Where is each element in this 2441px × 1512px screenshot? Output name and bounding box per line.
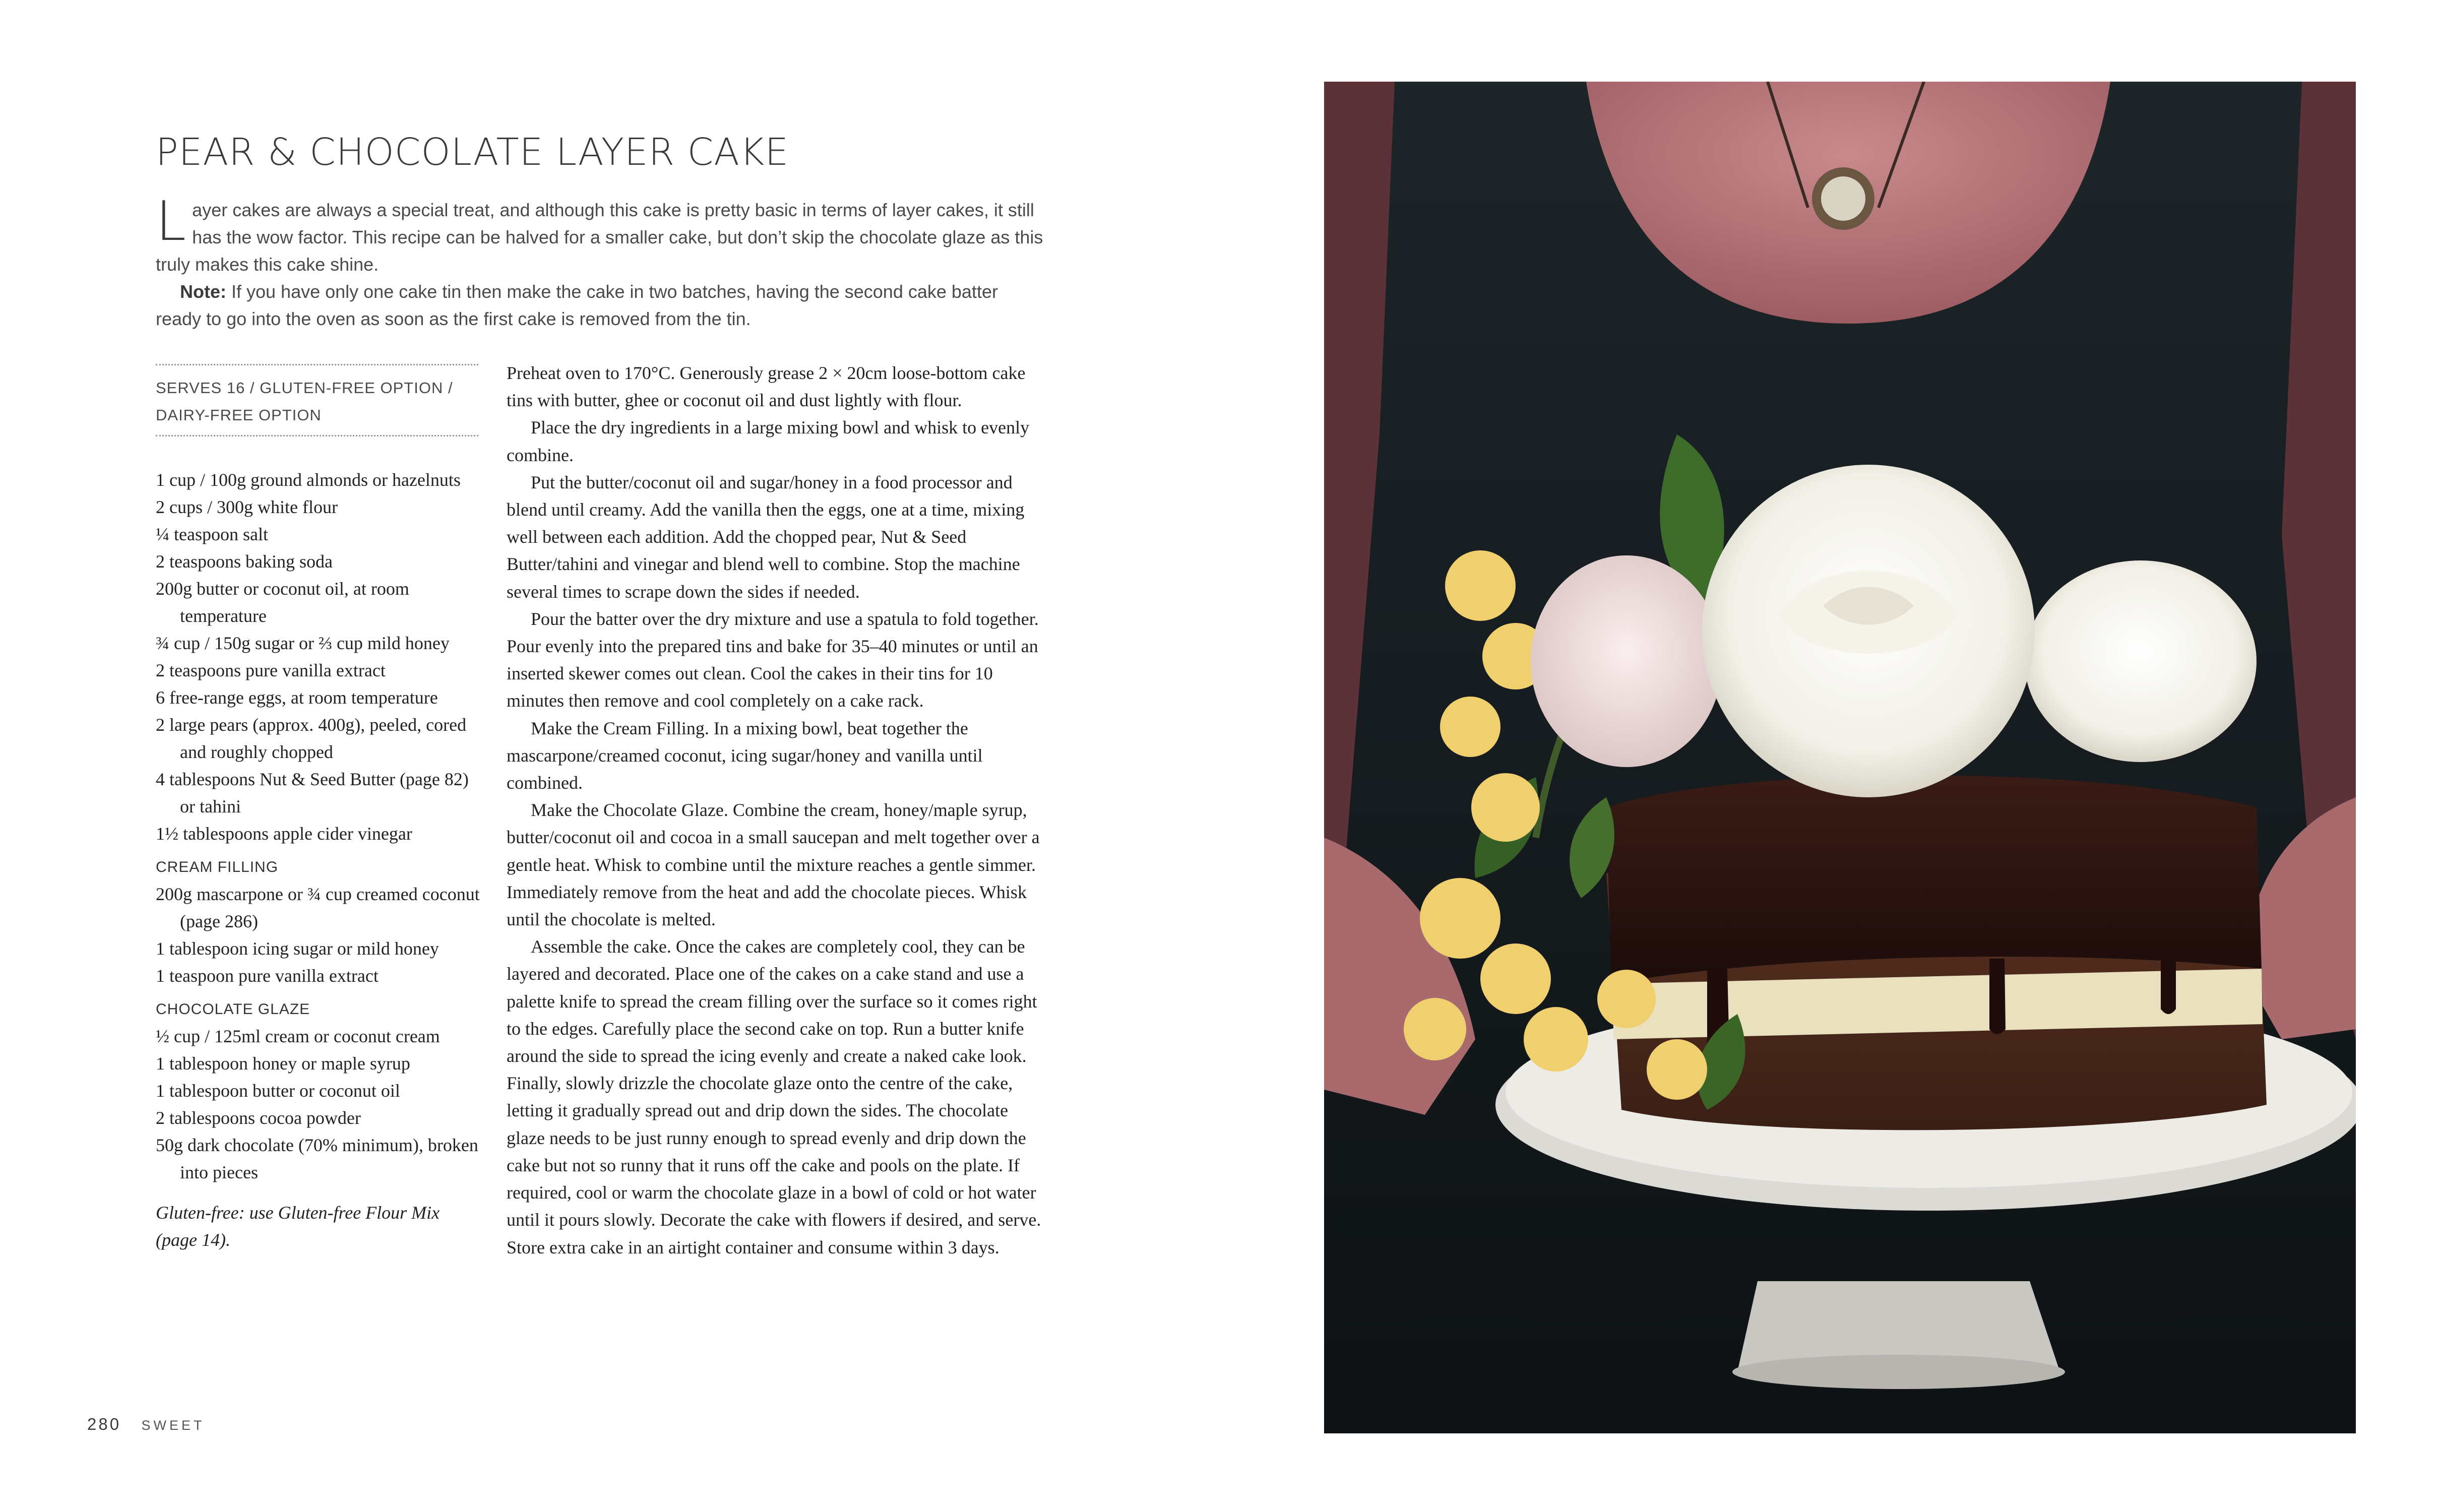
method-steps [507, 359, 1048, 1261]
ingredients-list [156, 466, 483, 1253]
method-paragraph: Assemble the cake. Once the cakes are completely cool, they can be layered and decorated. Place one of the cakes on a cake stand and use a palette knife to spread the cream filling over the surface so it comes right to the edges. Carefully place the second cake on top. Run a butter knife around the side to spread the icing evenly and create a naked cake look. Finally, slowly drizzle the chocolate glaze onto the centre of the cake, letting it gradually spread out and drip down the sides. The chocolate glaze needs to be just runny enough to spread evenly and drip down the cake but not so runny that it runs off the cake and pools on the plate. If required, cool or warm the chocolate glaze in a bowl of cold or hot water until it pours slowly. Decorate the cake with flowers if desired, and serve. Store extra cake in an airtight container and consume within 3 days. [507, 936, 1041, 1257]
ingredient-item: 1 cup / 100g ground almonds or hazelnuts [156, 470, 461, 490]
ingredient-item: 1 tablespoon icing sugar or mild honey [156, 938, 439, 959]
cream-ingredients [156, 880, 483, 989]
method-paragraph: Make the Chocolate Glaze. Combine the cream, honey/maple syrup, butter/coconut oil and cocoa in a small saucepan and melt together over a gentle heat. Whisk to combine until the mixture reaches a gentle simmer. Immediately remove from the heat and add the chocolate pieces. Whisk until the chocolate is melted. [507, 800, 1040, 930]
page-footer [87, 1415, 205, 1434]
section-name: SWEET [141, 1418, 205, 1433]
page-number: 280 [87, 1415, 121, 1433]
method-paragraph: Make the Cream Filling. In a mixing bowl, beat together the mascarpone/creamed coconut, icing sugar/honey and vanilla until combined. [507, 718, 983, 793]
gluten-free-note: Gluten-free: use Gluten-free Flour Mix (page 14). [156, 1203, 440, 1250]
chocolate-glaze-heading: CHOCOLATE GLAZE [156, 1001, 310, 1018]
ingredient-item: ¼ teaspoon salt [156, 524, 268, 544]
main-ingredients [156, 466, 483, 847]
recipe-title: PEAR & CHOCOLATE LAYER CAKE [156, 131, 789, 174]
intro-paragraph [156, 190, 1048, 278]
ingredient-item: 50g dark chocolate (70% minimum), broken into pieces [156, 1135, 478, 1182]
ingredient-item: 6 free-range eggs, at room temperature [156, 687, 438, 708]
cake-photo-illustration [1324, 82, 2356, 1433]
method-paragraph: Place the dry ingredients in a large mixing bowl and whisk to evenly combine. [507, 417, 1030, 465]
ingredient-item: 1 tablespoon butter or coconut oil [156, 1081, 400, 1101]
note-label: Note: [180, 281, 226, 302]
recipe-intro [156, 190, 1048, 333]
ingredient-item: 2 large pears (approx. 400g), peeled, cored and roughly chopped [156, 715, 467, 762]
ingredient-item: 2 cups / 300g white flour [156, 497, 338, 517]
intro-text: ayer cakes are always a special treat, and although this cake is pretty basic in terms of layer cakes, it still has the wow factor. This recipe can be halved for a smaller cake, but don’t skip the chocolate glaze as this truly makes this cake shine. [156, 200, 1043, 275]
ingredient-item: 200g butter or coconut oil, at room temperature [156, 579, 409, 626]
cake-photo [1324, 82, 2356, 1433]
intro-note [156, 278, 1048, 333]
cream-filling-heading: CREAM FILLING [156, 859, 279, 875]
method-paragraph: Pour the batter over the dry mixture and use a spatula to fold together. Pour evenly into the prepared tins and bake for 35–40 minutes or until an inserted skewer comes out clean. Cool the cakes in their tins for 10 minutes then remove and cool completely on a cake rack. [507, 608, 1039, 711]
ingredient-item: 1 tablespoon honey or maple syrup [156, 1053, 410, 1074]
ingredient-item: 4 tablespoons Nut & Seed Butter (page 82) or tahini [156, 769, 469, 816]
ingredient-item: 1 teaspoon pure vanilla extract [156, 966, 379, 986]
serves-info: SERVES 16 / GLUTEN-FREE OPTION / DAIRY-FREE OPTION [156, 364, 478, 436]
ingredient-item: 1½ tablespoons apple cider vinegar [156, 824, 412, 844]
drop-cap: L [156, 190, 186, 253]
ingredient-item: ¾ cup / 150g sugar or ⅔ cup mild honey [156, 633, 450, 653]
note-text: If you have only one cake tin then make the cake in two batches, having the second cake batter ready to go into the oven as soon as the first cake is removed from the tin. [156, 281, 998, 329]
ingredient-item: ½ cup / 125ml cream or coconut cream [156, 1026, 440, 1046]
glaze-ingredients [156, 1023, 483, 1186]
ingredient-item: 2 teaspoons baking soda [156, 551, 333, 572]
method-paragraph: Put the butter/coconut oil and sugar/honey in a food processor and blend until creamy. Add the vanilla then the eggs, one at a time, mixing well between each addition. Add the chopped pear, Nut & Seed Butter/tahini and vinegar and blend well to combine. Stop the machine several times to scrape down the sides if needed. [507, 472, 1025, 602]
ingredient-item: 2 teaspoons pure vanilla extract [156, 660, 386, 680]
ingredient-item: 2 tablespoons cocoa powder [156, 1108, 361, 1128]
method-paragraph: Preheat oven to 170°C. Generously grease 2 × 20cm loose-bottom cake tins with butter, ghee or coconut oil and dust lightly with flour. [507, 363, 1026, 411]
ingredient-item: 200g mascarpone or ¾ cup creamed coconut (page 286) [156, 884, 480, 931]
